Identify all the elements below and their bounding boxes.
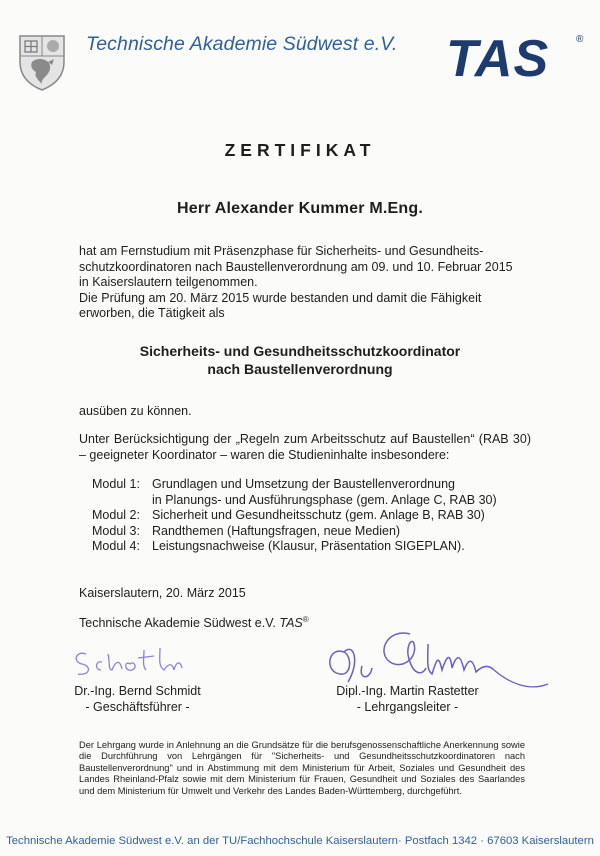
tas-logo [446, 30, 586, 82]
module-list [92, 477, 552, 555]
module-label: Modul 4: [92, 539, 140, 553]
intro-line: in Kaiserslautern teilgenommen. [79, 275, 258, 289]
module-description: Randthemen (Haftungsfragen, neue Medien) [152, 523, 401, 538]
intro-line: schutzkoordinatoren nach Baustellenverordnung am 09. und 10. Februar 2015 [79, 259, 513, 274]
module-description [152, 477, 552, 508]
module-item [92, 508, 552, 524]
module-label: Modul 2: [92, 508, 140, 522]
page-footer: Technische Akademie Südwest e.V. an der TU/Fachhochschule Kaiserslautern· Postfach 1342 · 67603 Kaiserslautern [6, 835, 594, 847]
issuer-brand: TAS [279, 616, 303, 631]
module-label: Modul 1: [92, 477, 140, 491]
signer-role: - Lehrgangsleiter - [356, 699, 459, 714]
ability-statement: ausüben zu können. [79, 404, 192, 418]
recipient-name: Herr Alexander Kummer M.Eng. [177, 200, 423, 217]
qualification-line: Sicherheits- und Gesundheitsschutzkoordinator [139, 343, 461, 359]
module-description: Leistungsnachweise (Klausur, Präsentation SIGEPLAN). [152, 539, 465, 553]
intro-line: Die Prüfung am 20. März 2015 wurde bestanden und damit die Fähigkeit [79, 290, 482, 305]
signer-schmidt [55, 684, 220, 715]
place-and-date: Kaiserslautern, 20. März 2015 [79, 586, 246, 600]
signer-role: - Geschäftsführer - [85, 699, 190, 714]
issuer-name: Technische Akademie Südwest e.V. [79, 616, 276, 631]
intro-line: erworben, die Tätigkeit als [79, 306, 225, 320]
registered-mark: ® [576, 34, 584, 45]
coat-of-arms-icon [16, 32, 68, 92]
accreditation-footnote: Der Lehrgang wurde in Anlehnung an die Grundsätze für die berufsgenossenschaftliche Anerkennung sowie die Durchführung von Lehrgängen für "Sicherheits- und Gesundheitsschutzkoordinatoren nach Baustellenverordnung" und in Abstimmung mit dem Ministerium für Arbeit, Soziales und Gesundheit des Landes Rheinland-Pfalz sowie mit dem Ministerium für Frauen, Gesundheit und Soziales des Saarlandes und dem Ministerium für Umwelt und Verkehr des Landes Baden-Württemberg, durchgeführt. [79, 740, 525, 796]
intro-paragraph [79, 244, 539, 322]
module-description: Sicherheit und Gesundheitsschutz (gem. Anlage B, RAB 30) [152, 508, 485, 522]
signer-name: Dr.-Ing. Bernd Schmidt [74, 684, 201, 698]
qualification-title [0, 342, 600, 378]
module-item [92, 539, 552, 555]
intro-line: hat am Fernstudium mit Präsenzphase für Sicherheits- und Gesundheits- [79, 244, 484, 258]
certificate-title: ZERTIFIKAT [224, 140, 376, 160]
module-description-line: Grundlagen und Umsetzung der Baustellenverordnung [152, 477, 455, 491]
module-item [92, 477, 552, 508]
module-item [92, 524, 552, 540]
header-organization-name: Technische Akademie Südwest e.V. [86, 33, 398, 55]
qualification-line: nach Baustellenverordnung [207, 361, 393, 377]
tas-logo-text: TAS [446, 30, 550, 82]
issuer-line [79, 612, 309, 632]
module-description-line: in Planungs- und Ausführungsphase (gem. Anlage C, RAB 30) [152, 492, 497, 507]
curriculum-intro: Unter Berücksichtigung der „Regeln zum Arbeitsschutz auf Baustellen“ (RAB 30) – geeigneter Koordinator – waren die Studieninhalte insbesondere: [79, 432, 531, 462]
module-label: Modul 3: [92, 523, 140, 538]
registered-mark: ® [302, 615, 309, 624]
signer-rastetter [320, 684, 495, 715]
signature-schmidt [68, 640, 198, 682]
signer-name: Dipl.-Ing. Martin Rastetter [336, 684, 479, 698]
